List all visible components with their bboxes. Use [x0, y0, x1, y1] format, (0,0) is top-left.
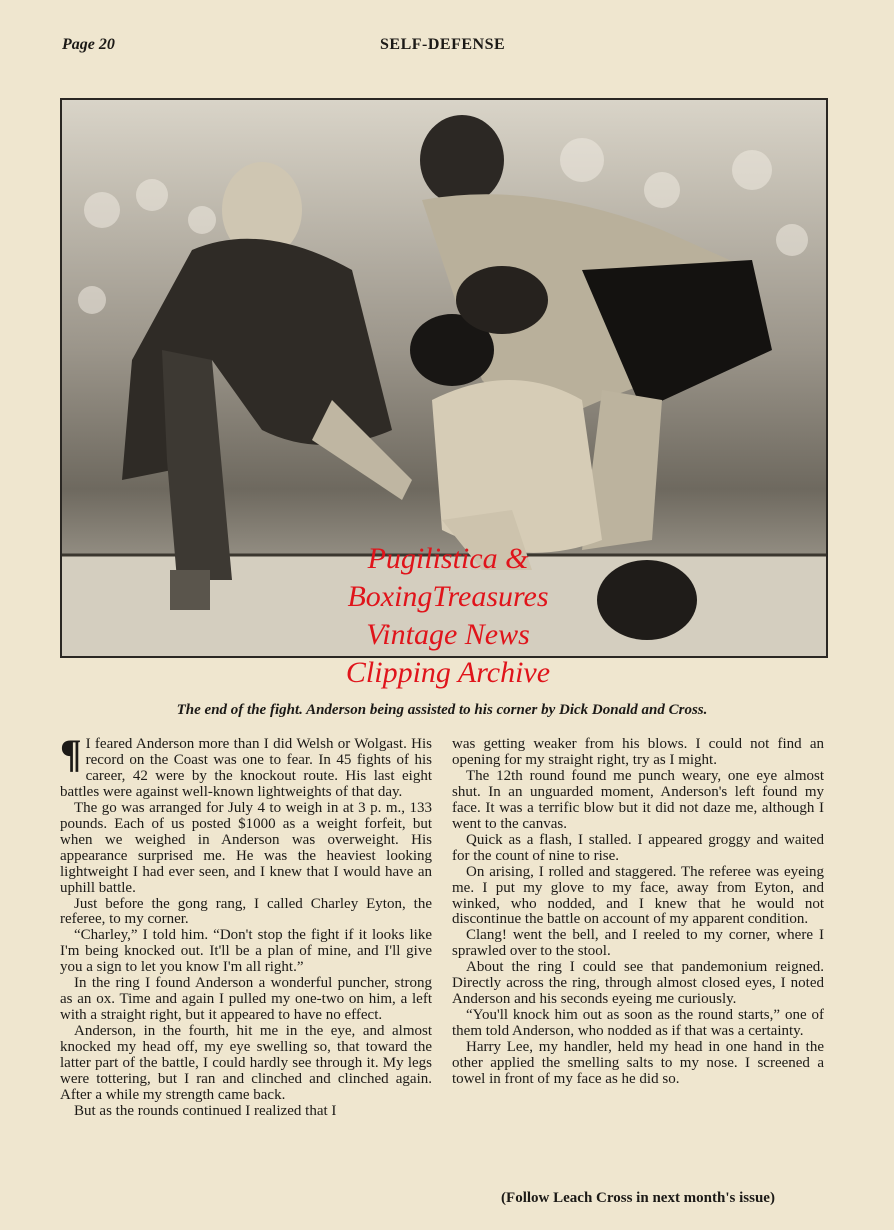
article-paragraph: Clang! went the bell, and I reeled to my corner, where I sprawled over to the stool. [452, 927, 824, 960]
article-paragraph: About the ring I could see that pandemonium reigned. Directly across the ring, through almost closed eyes, I noted Anderson and his seconds eyeing me curiously. [452, 959, 824, 1008]
article-paragraph: “You'll knock him out as soon as the round starts,” one of them told Anderson, who nodded as if that was a certainty. [452, 1007, 824, 1040]
archive-watermark [318, 540, 578, 692]
article-paragraph: Just before the gong rang, I called Charley Eyton, the referee, to my corner. [60, 895, 432, 928]
article-paragraph: On arising, I rolled and staggered. The referee was eyeing me. I put my glove to my face, away from Eyton, and winked, who nodded, and I knew that he would not discontinue the battle on account of my apparent condition. [452, 863, 824, 928]
article-paragraph: The 12th round found me punch weary, one eye almost shut. In an unguarded moment, Anderson's left found my face. It was a terrific blow but it did not daze me, although I went to the canvas. [452, 767, 824, 832]
article-paragraph: Harry Lee, my handler, held my head in one hand in the other applied the smelling salts to my nose. I screened a towel in front of my face as he did so. [452, 1039, 824, 1088]
article-paragraph: “Charley,” I told him. “Don't stop the fight if it looks like I'm being knocked out. It'll be a plan of mine, and I'll give you a sign to let you know I'm all right.” [60, 927, 432, 976]
article-paragraph: The go was arranged for July 4 to weigh in at 3 p. m., 133 pounds. Each of us posted $1000 as a weight forfeit, but when we weighed in Anderson was overweight. His appearance surprised me. He was the heaviest looking lightweight I had ever seen, and I knew that I would have an uphill battle. [60, 799, 432, 896]
article-column-right [452, 737, 824, 1088]
article-paragraph: Anderson, in the fourth, hit me in the eye, and almost knocked my head off, my eye swelling so, that toward the latter part of the battle, I could hardly see through it. My legs were tottering, but I ran and clinched and clinched again. After a while my strength came back. [60, 1023, 432, 1103]
watermark-line-4: Clipping Archive [345, 656, 551, 689]
continuation-note: (Follow Leach Cross in next month's issue) [501, 1190, 775, 1206]
article-paragraph: Quick as a flash, I stalled. I appeared groggy and waited for the count of nine to rise. [452, 831, 824, 864]
page-number: Page 20 [62, 36, 115, 53]
article-column-left [60, 731, 432, 1120]
drop-cap-mark: ¶ [60, 731, 82, 776]
watermark-line-1: Pugilistica & [367, 542, 529, 575]
article-paragraph: In the ring I found Anderson a wonderful puncher, strong as an ox. Time and again I pulled my one-two on him, a left with a straight right, but it appeared to have no effect. [60, 975, 432, 1024]
article-paragraph: ¶ I feared Anderson more than I did Welsh or Wolgast. His record on the Coast was one to fear. In 45 fights of his career, 42 were by the knockout route. His last eight battles were against well-known lightweights of that day. [60, 731, 432, 800]
article-paragraph: But as the rounds continued I realized that I [74, 1102, 337, 1119]
magazine-title: SELF-DEFENSE [380, 36, 506, 53]
photo-caption: The end of the fight. Anderson being assisted to his corner by Dick Donald and Cross. [176, 702, 708, 718]
watermark-line-2: BoxingTreasures [347, 580, 549, 613]
page-header [62, 36, 832, 60]
watermark-line-3: Vintage News [366, 618, 530, 651]
article-paragraph: was getting weaker from his blows. I could not find an opening for my straight right, try as I might. [452, 736, 824, 768]
